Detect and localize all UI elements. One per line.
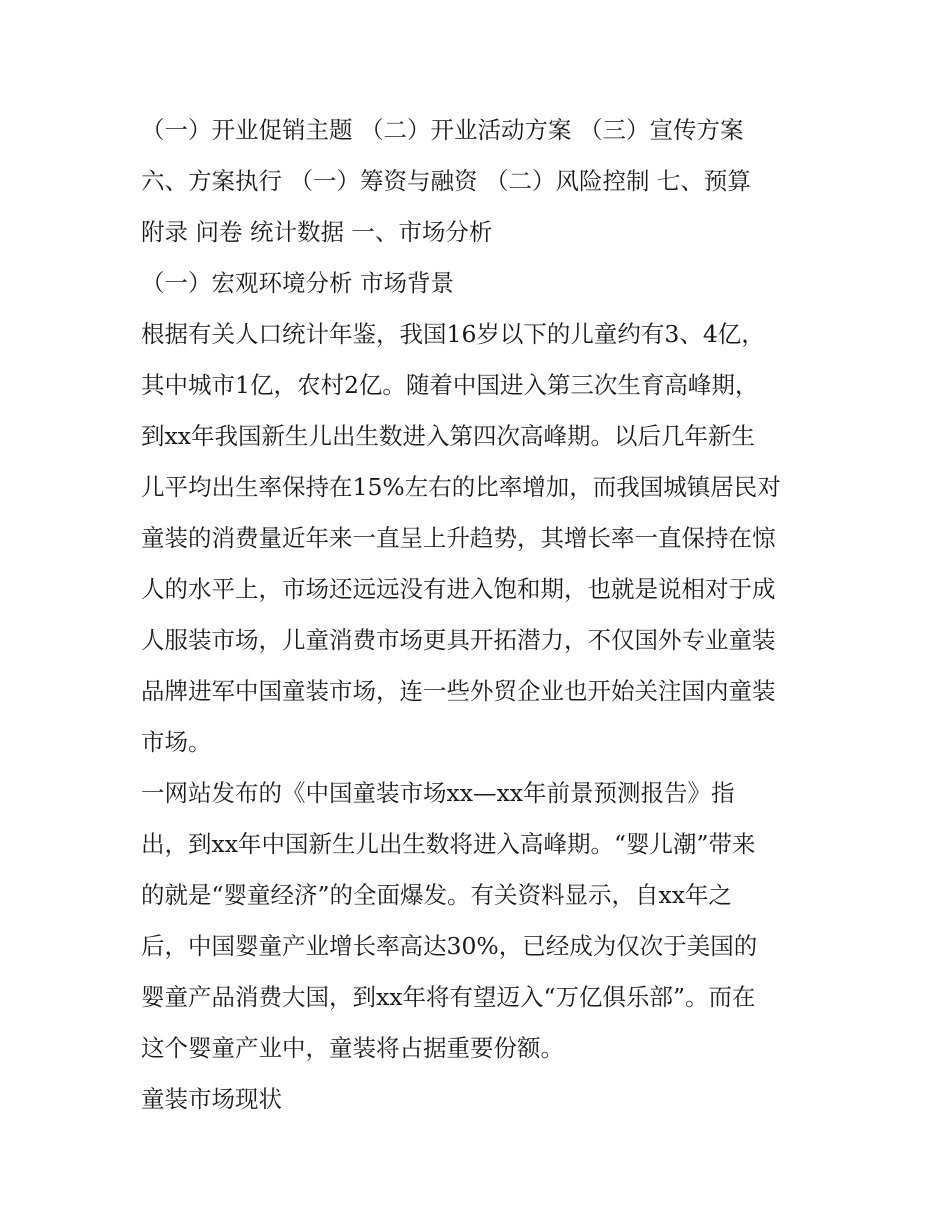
paragraph-line: 品牌进军中国童装市场，连一些外贸企业也开始关注国内童装 (141, 677, 776, 705)
paragraph-line: 儿平均出生率保持在15%左右的比率增加，而我国城镇居民对 (141, 473, 781, 501)
paragraph-line: 其中城市1亿，农村2亿。随着中国进入第三次生育高峰期， (141, 371, 759, 399)
paragraph-line: 人的水平上，市场还远远没有进入饱和期，也就是说相对于成 (141, 575, 776, 603)
document-body (141, 105, 821, 1125)
paragraph-line: 出，到xx年中国新生儿出生数将进入高峰期。“婴儿潮”带来 (141, 830, 756, 858)
section-heading: 童装市场现状 (141, 1085, 282, 1113)
paragraph-line: 到xx年我国新生儿出生数进入第四次高峰期。以后几年新生 (141, 422, 756, 450)
paragraph-line: 一网站发布的《中国童装市场xx—xx年前景预测报告》指 (141, 779, 735, 807)
toc-line: 附录 问卷 统计数据 一、市场分析 (141, 218, 493, 246)
paragraph-line: 婴童产品消费大国，到xx年将有望迈入“万亿俱乐部”。而在 (141, 983, 756, 1011)
toc-line: 六、方案执行 （一）筹资与融资 （二）风险控制 七、预算 (141, 167, 751, 195)
toc-line: （一）开业促销主题 （二）开业活动方案 （三）宣传方案 (141, 116, 744, 144)
paragraph-line: 人服装市场，儿童消费市场更具开拓潜力，不仅国外专业童装 (141, 626, 776, 654)
paragraph-line: 的就是“婴童经济”的全面爆发。有关资料显示，自xx年之 (141, 881, 733, 909)
paragraph-line: 后，中国婴童产业增长率高达30%，已经成为仅次于美国的 (141, 932, 758, 960)
section-heading: （一）宏观环境分析 市场背景 (141, 269, 454, 297)
paragraph-line: 根据有关人口统计年鉴，我国16岁以下的儿童约有3、4亿， (141, 320, 765, 348)
paragraph-line: 市场。 (141, 728, 212, 756)
paragraph-line: 这个婴童产业中，童装将占据重要份额。 (141, 1034, 564, 1062)
paragraph-line: 童装的消费量近年来一直呈上升趋势，其增长率一直保持在惊 (141, 524, 776, 552)
